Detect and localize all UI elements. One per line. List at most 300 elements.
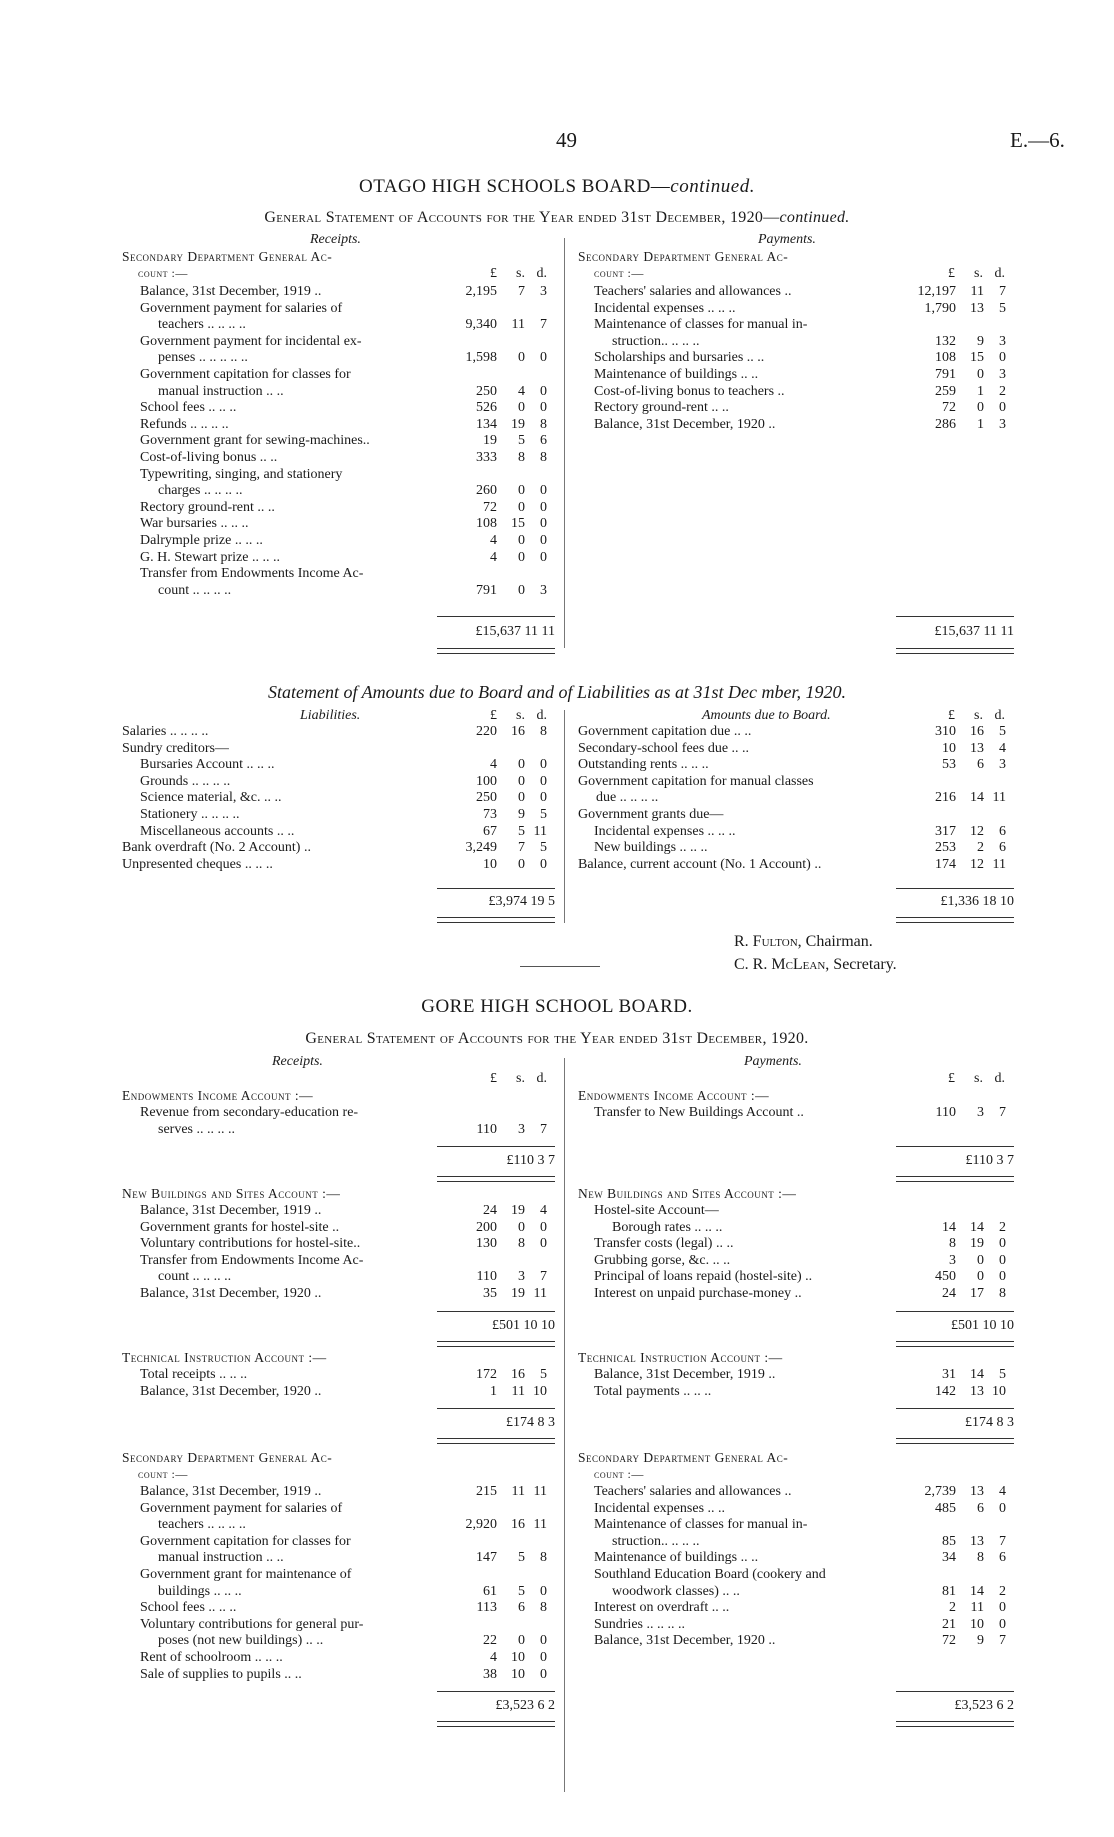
pence-value: 3 xyxy=(999,757,1006,773)
pence-value: 0 xyxy=(999,1616,1006,1632)
otago-payments-row-amount xyxy=(896,301,1006,317)
shillings-value: 10 xyxy=(970,1616,984,1632)
otago-receipts-row-label: Government payment for salaries of xyxy=(140,300,343,316)
otago-receipts-row-amount xyxy=(437,483,547,499)
gore-receipts-money-header xyxy=(437,1071,547,1087)
pence-value: 5 xyxy=(999,300,1006,316)
shillings-value: 0 xyxy=(518,549,525,565)
total-value: £1,336 18 10 xyxy=(940,894,1014,909)
pounds-value: 19 xyxy=(483,433,497,449)
gore-payments-section-heading: Technical Instruction Account :— xyxy=(578,1350,783,1365)
pence-value: 7 xyxy=(540,1269,547,1285)
pence-value: 0 xyxy=(999,1500,1006,1516)
total-rule xyxy=(896,1311,1014,1312)
total-double-rule xyxy=(437,1176,555,1182)
gore-receipts-row-label: Balance, 31st December, 1920 .. xyxy=(140,1286,322,1301)
pounds-value: 310 xyxy=(935,724,956,739)
otago-receipts-section-heading-cont: count :— xyxy=(138,266,188,280)
total-value: £15,637 11 11 xyxy=(475,624,555,639)
gore-payments-section-heading: New Buildings and Sites Account :— xyxy=(578,1186,797,1201)
pounds-heading: £ xyxy=(490,708,497,723)
liabilities-row-amount xyxy=(437,724,547,740)
amounts-due-row-label: Government grants due— xyxy=(578,807,724,822)
shillings-value: 5 xyxy=(518,1583,525,1599)
shillings-value: 5 xyxy=(518,1550,525,1566)
pence-value: 5 xyxy=(999,724,1006,739)
pence-value: 4 xyxy=(999,740,1006,756)
gore-receipts-section-heading: New Buildings and Sites Account :— xyxy=(122,1186,341,1201)
pence-value: 0 xyxy=(540,350,547,366)
pence-value: 5 xyxy=(999,1367,1006,1382)
pounds-value: 81 xyxy=(942,1583,956,1599)
signature-chairman xyxy=(734,933,873,951)
amounts-due-row-amount xyxy=(896,840,1006,856)
pence-heading: d. xyxy=(536,708,547,723)
total-rule xyxy=(437,1311,555,1312)
shillings-value: 0 xyxy=(977,367,984,382)
pounds-value: 4 xyxy=(490,533,497,548)
pounds-heading: £ xyxy=(490,1071,497,1086)
gore-receipts-row-label: Revenue from secondary-education re- xyxy=(140,1105,359,1120)
otago-receipts-row-label: teachers .. .. .. .. xyxy=(158,317,246,333)
gore-payments-row-label: Incidental expenses .. .. xyxy=(594,1500,726,1516)
amounts-due-label: Amounts due to Board. xyxy=(702,708,831,723)
gore-payments-row-amount xyxy=(896,1550,1006,1566)
pence-value: 6 xyxy=(999,840,1006,856)
gore-receipts-row-amount xyxy=(437,1667,547,1683)
shillings-value: 0 xyxy=(977,400,984,416)
otago-receipts-row-amount xyxy=(437,583,547,599)
liabilities-total xyxy=(437,894,555,910)
gore-payments-row-label: Principal of loans repaid (hostel-site) .. xyxy=(594,1269,813,1285)
gore-payments-row-label: Balance, 31st December, 1919 .. xyxy=(594,1367,776,1382)
shillings-value: 0 xyxy=(518,533,525,548)
total-rule xyxy=(896,616,1014,617)
pounds-value: 286 xyxy=(935,416,956,432)
gore-receipts-row-amount xyxy=(437,1600,547,1616)
otago-receipts-row-label: Government capitation for classes for xyxy=(140,367,351,382)
pounds-value: 31 xyxy=(942,1367,956,1382)
shillings-value: 10 xyxy=(511,1666,525,1682)
otago-payments-row-amount xyxy=(896,417,1006,433)
total-double-rule xyxy=(437,1341,555,1347)
pence-value: 5 xyxy=(540,1367,547,1382)
shillings-value: 11 xyxy=(511,1383,525,1399)
otago-payments-row-label: Balance, 31st December, 1920 .. xyxy=(594,416,776,432)
pence-value: 0 xyxy=(540,483,547,499)
shillings-value: 6 xyxy=(518,1600,525,1616)
gore-receipts-row-amount xyxy=(437,1384,547,1400)
pounds-value: 9,340 xyxy=(465,317,497,333)
gore-receipts-row-amount xyxy=(437,1203,547,1219)
otago-payments-row-amount xyxy=(896,400,1006,416)
pounds-value: 142 xyxy=(935,1383,956,1399)
pounds-value: 10 xyxy=(483,856,497,872)
pence-heading: d. xyxy=(536,266,547,281)
gore-payments-section-total: £3,523 6 2 xyxy=(954,1698,1014,1714)
gore-payments-row-amount xyxy=(896,1584,1006,1600)
pounds-value: 2 xyxy=(949,1600,956,1616)
gore-payments-row-label: Borough rates .. .. .. xyxy=(612,1219,723,1235)
gore-receipts-section-heading: Technical Instruction Account :— xyxy=(122,1350,327,1365)
shillings-value: 12 xyxy=(970,856,984,872)
shillings-value: 7 xyxy=(518,284,525,299)
otago-payments-label: Payments. xyxy=(758,232,816,247)
gore-payments-section-total: £501 10 10 xyxy=(951,1317,1014,1333)
gore-payments-row-amount xyxy=(896,1600,1006,1616)
pence-value: 8 xyxy=(999,1286,1006,1301)
pounds-value: 8 xyxy=(949,1236,956,1252)
amounts-due-row-label: Incidental expenses .. .. .. xyxy=(594,823,736,839)
gore-receipts-row-label: Government payment for salaries of xyxy=(140,1500,343,1516)
total-double-rule xyxy=(896,1341,1014,1347)
shillings-heading: s. xyxy=(974,266,983,281)
otago-receipts-row-label: War bursaries .. .. .. xyxy=(140,516,249,532)
pounds-value: 333 xyxy=(476,450,497,465)
amounts-due-row-amount xyxy=(896,790,1006,806)
gore-receipts-row-amount xyxy=(437,1367,547,1383)
pence-value: 0 xyxy=(540,1236,547,1252)
pounds-value: 132 xyxy=(935,333,956,349)
shillings-value: 16 xyxy=(970,724,984,739)
shillings-value: 0 xyxy=(518,499,525,515)
gore-receipts-section-heading: Secondary Department General Ac- xyxy=(122,1450,333,1465)
otago-title xyxy=(0,176,1114,198)
gore-receipts-row-amount xyxy=(437,1517,547,1533)
shillings-heading: s. xyxy=(516,266,525,281)
pence-value: 5 xyxy=(540,840,547,856)
shillings-heading: s. xyxy=(516,708,525,723)
gore-receipts-row-amount xyxy=(437,1220,547,1236)
due-money-header xyxy=(895,708,1005,724)
pounds-value: 3 xyxy=(949,1252,956,1268)
total-rule xyxy=(437,1408,555,1409)
gore-receipts-row-label: Balance, 31st December, 1919 .. xyxy=(140,1484,322,1499)
otago-receipts-row-amount xyxy=(437,533,547,549)
pounds-value: 253 xyxy=(935,840,956,856)
shillings-value: 1 xyxy=(977,416,984,432)
amounts-due-total xyxy=(896,894,1014,910)
shillings-value: 0 xyxy=(518,1633,525,1649)
pounds-heading: £ xyxy=(490,266,497,281)
pounds-value: 100 xyxy=(476,773,497,789)
pounds-value: 2,739 xyxy=(924,1484,956,1499)
shillings-value: 11 xyxy=(511,1484,525,1499)
pounds-value: 485 xyxy=(935,1500,956,1516)
pounds-value: 174 xyxy=(935,856,956,872)
pence-value: 6 xyxy=(540,433,547,449)
otago-receipts-row-amount xyxy=(437,516,547,532)
otago-receipts-row-label: penses .. .. .. .. .. xyxy=(158,350,248,366)
liabilities-row-label: Bursaries Account .. .. .. xyxy=(140,757,275,773)
gore-receipts-row-label: Government grants for hostel-site .. xyxy=(140,1219,340,1235)
gore-receipts-label: Receipts. xyxy=(272,1054,323,1069)
pence-value: 8 xyxy=(540,1550,547,1566)
otago-payments-row-label: Scholarships and bursaries .. .. xyxy=(594,350,765,366)
shillings-value: 14 xyxy=(970,1219,984,1235)
otago-receipts-row-label: G. H. Stewart prize .. .. .. xyxy=(140,549,280,565)
shillings-value: 8 xyxy=(518,1236,525,1252)
pounds-value: 526 xyxy=(476,400,497,416)
gore-payments-row-label: Interest on unpaid purchase-money .. xyxy=(594,1286,802,1301)
otago-receipts-row-amount xyxy=(437,284,547,300)
gore-payments-row-label: woodwork classes) .. .. xyxy=(612,1583,740,1599)
total-double-rule xyxy=(896,1176,1014,1182)
amounts-due-row-amount xyxy=(896,724,1006,740)
gore-payments-row-label: Grubbing gorse, &c. .. .. xyxy=(594,1252,731,1268)
pounds-value: 34 xyxy=(942,1550,956,1566)
pounds-value: 72 xyxy=(942,1633,956,1649)
shillings-value: 13 xyxy=(970,1383,984,1399)
total-double-rule xyxy=(896,1721,1014,1727)
gore-title: GORE HIGH SCHOOL BOARD. xyxy=(421,996,693,1017)
pence-value: 11 xyxy=(992,790,1006,806)
otago-subtitle-cont: continued. xyxy=(779,209,850,226)
otago-payments-row-label: Maintenance of classes for manual in- xyxy=(594,317,808,333)
otago-receipts-row-label: Rectory ground-rent .. .. xyxy=(140,499,275,515)
pounds-value: 2,920 xyxy=(465,1517,497,1533)
pence-value: 8 xyxy=(540,450,547,465)
liabilities-row-label: Science material, &c. .. .. xyxy=(140,790,282,806)
gore-payments-row-amount xyxy=(896,1220,1006,1236)
signatory-role: , Chairman. xyxy=(797,933,873,950)
gore-receipts-row-label: Voluntary contributions for hostel-site.. xyxy=(140,1236,361,1252)
amounts-due-row-amount xyxy=(896,741,1006,757)
total-double-rule xyxy=(437,1438,555,1444)
gore-receipts-row-label: Sale of supplies to pupils .. .. xyxy=(140,1666,302,1682)
gore-receipts-row-amount xyxy=(437,1122,547,1138)
amounts-due-row-label: due .. .. .. .. xyxy=(596,790,659,806)
gore-receipts-row-amount xyxy=(437,1484,547,1500)
otago-payments-row-amount xyxy=(896,384,1006,400)
pounds-value: 220 xyxy=(476,724,497,739)
gore-receipts-row-amount xyxy=(437,1550,547,1566)
total-rule xyxy=(437,888,555,889)
pence-value: 0 xyxy=(540,549,547,565)
gore-receipts-section-total: £3,523 6 2 xyxy=(495,1698,555,1714)
otago-payments-row-label: Maintenance of buildings .. .. xyxy=(594,367,759,382)
gore-receipts-row-label: Balance, 31st December, 1920 .. xyxy=(140,1383,322,1399)
gore-payments-row-amount xyxy=(896,1253,1006,1269)
otago-receipts-money-header xyxy=(437,266,547,282)
gore-payments-section-heading: Secondary Department General Ac- xyxy=(578,1450,789,1465)
otago-receipts-section-heading: Secondary Department General Ac- xyxy=(122,249,333,264)
gore-receipts-row-label: count .. .. .. .. xyxy=(158,1269,232,1285)
pence-value: 4 xyxy=(999,1484,1006,1499)
gore-payments-row-label: Balance, 31st December, 1920 .. xyxy=(594,1633,776,1649)
gore-receipts-row-label: serves .. .. .. .. xyxy=(158,1121,235,1137)
liabilities-row-label: Grounds .. .. .. .. xyxy=(140,773,231,789)
gore-receipts-row-label: teachers .. .. .. .. xyxy=(158,1517,246,1533)
statement-title: Statement of Amounts due to Board and of Liabilities as at 31st Dec mber, 1920. xyxy=(268,682,846,702)
pence-value: 0 xyxy=(540,1666,547,1682)
otago-receipts-row-label: charges .. .. .. .. xyxy=(158,483,243,499)
pounds-value: 61 xyxy=(483,1583,497,1599)
pence-value: 0 xyxy=(540,773,547,789)
pounds-value: 791 xyxy=(935,367,956,382)
liabilities-row-label: Stationery .. .. .. .. xyxy=(140,807,240,822)
otago-receipts-row-label: Refunds .. .. .. .. xyxy=(140,416,229,432)
shillings-value: 0 xyxy=(977,1252,984,1268)
shillings-value: 19 xyxy=(511,416,525,432)
gore-payments-row-amount xyxy=(896,1286,1006,1302)
gore-payments-row-label: Sundries .. .. .. .. xyxy=(594,1616,685,1632)
shillings-value: 14 xyxy=(970,1583,984,1599)
pence-value: 0 xyxy=(999,350,1006,366)
gore-receipts-section-total: £110 3 7 xyxy=(506,1153,555,1169)
amounts-due-row-amount xyxy=(896,857,1006,873)
pence-heading: d. xyxy=(994,266,1005,281)
pence-value: 11 xyxy=(533,1517,547,1533)
pence-value: 0 xyxy=(999,1269,1006,1285)
liabilities-row-label: Unpresented cheques .. .. .. xyxy=(122,856,273,872)
pence-value: 7 xyxy=(540,1121,547,1137)
page-number: 49 xyxy=(556,128,577,152)
pence-value: 4 xyxy=(540,1203,547,1218)
otago-receipts-row-amount xyxy=(437,350,547,366)
otago-receipts-row-label: Typewriting, singing, and stationery xyxy=(140,466,343,482)
pounds-value: 130 xyxy=(476,1236,497,1252)
liabilities-row-label: Bank overdraft (No. 2 Account) .. xyxy=(122,840,311,856)
pence-value: 0 xyxy=(540,499,547,515)
total-double-rule xyxy=(896,917,1014,923)
total-value: £3,974 19 5 xyxy=(488,894,555,909)
otago-payments-row-amount xyxy=(896,334,1006,350)
shillings-value: 11 xyxy=(970,284,984,299)
gore-receipts-row-label: Transfer from Endowments Income Ac- xyxy=(140,1252,364,1268)
gore-receipts-row-amount xyxy=(437,1650,547,1666)
otago-payments-section-heading: Secondary Department General Ac- xyxy=(578,249,789,264)
liabilities-row-amount xyxy=(437,857,547,873)
gore-receipts-row-amount xyxy=(437,1584,547,1600)
pence-value: 2 xyxy=(999,1583,1006,1599)
gore-payments-row-label: Maintenance of classes for manual in- xyxy=(594,1517,808,1533)
shillings-value: 0 xyxy=(518,582,525,598)
pounds-value: 216 xyxy=(935,790,956,806)
gore-payments-row-amount xyxy=(896,1484,1006,1500)
otago-payments-section-heading-cont: count :— xyxy=(594,266,644,280)
amounts-due-row-amount xyxy=(896,757,1006,773)
gore-subtitle: General Statement of Accounts for the Year ended 31st December, 1920. xyxy=(305,1030,809,1047)
gore-payments-row-label: Interest on overdraft .. .. xyxy=(594,1600,730,1616)
total-rule xyxy=(896,1146,1014,1147)
pence-value: 0 xyxy=(540,1219,547,1235)
pounds-value: 108 xyxy=(476,516,497,532)
otago-payments-row-label: Incidental expenses .. .. .. xyxy=(594,300,736,316)
pounds-value: 4 xyxy=(490,549,497,565)
otago-payments-row-label: Teachers' salaries and allowances .. xyxy=(594,284,792,299)
gore-receipts-row-amount xyxy=(437,1286,547,1302)
pounds-value: 147 xyxy=(476,1550,497,1566)
shillings-value: 9 xyxy=(977,333,984,349)
pounds-value: 134 xyxy=(476,416,497,432)
pounds-value: 108 xyxy=(935,350,956,366)
total-double-rule xyxy=(896,1438,1014,1444)
shillings-value: 0 xyxy=(518,350,525,366)
pounds-value: 2,195 xyxy=(465,284,497,299)
pounds-value: 35 xyxy=(483,1286,497,1301)
pence-heading: d. xyxy=(994,708,1005,723)
liabilities-money-header xyxy=(437,708,547,724)
shillings-value: 11 xyxy=(511,317,525,333)
otago-payments-row-amount xyxy=(896,367,1006,383)
total-double-rule xyxy=(437,1721,555,1727)
total-double-rule xyxy=(437,917,555,923)
gore-receipts-row-amount xyxy=(437,1633,547,1649)
otago-payments-money-header xyxy=(895,266,1005,282)
pence-value: 0 xyxy=(540,383,547,399)
shillings-value: 11 xyxy=(970,1600,984,1616)
otago-receipts-label: Receipts. xyxy=(310,232,361,247)
gore-payments-section-total: £110 3 7 xyxy=(965,1153,1014,1169)
otago-receipts-row-amount xyxy=(437,317,547,333)
otago-payments-row-label: Cost-of-living bonus to teachers .. xyxy=(594,383,785,399)
pence-value: 0 xyxy=(540,516,547,532)
pounds-value: 450 xyxy=(935,1269,956,1285)
gore-payments-section-heading-cont: count :— xyxy=(594,1467,644,1481)
shillings-heading: s. xyxy=(516,1071,525,1086)
shillings-value: 3 xyxy=(977,1105,984,1120)
pounds-value: 67 xyxy=(483,823,497,839)
shillings-value: 5 xyxy=(518,823,525,839)
shillings-value: 0 xyxy=(518,773,525,789)
otago-receipts-row-label: Balance, 31st December, 1919 .. xyxy=(140,284,322,299)
shillings-value: 0 xyxy=(977,1269,984,1285)
otago-payments-total xyxy=(896,624,1014,640)
document-reference: E.—6. xyxy=(1010,128,1065,152)
gore-receipts-row-label: poses (not new buildings) .. .. xyxy=(158,1633,324,1649)
total-rule xyxy=(437,1691,555,1692)
pence-value: 3 xyxy=(540,284,547,299)
gore-payments-row-amount xyxy=(896,1633,1006,1649)
liabilities-row-amount xyxy=(437,774,547,790)
shillings-value: 16 xyxy=(511,724,525,739)
pence-heading: d. xyxy=(536,1071,547,1086)
gore-payments-row-label: Teachers' salaries and allowances .. xyxy=(594,1484,792,1499)
pounds-value: 24 xyxy=(483,1203,497,1218)
shillings-value: 6 xyxy=(977,1500,984,1516)
pence-value: 2 xyxy=(999,383,1006,399)
shillings-value: 0 xyxy=(518,856,525,872)
column-divider xyxy=(564,1058,565,1792)
amounts-due-row-label: Government capitation due .. .. xyxy=(578,724,752,739)
shillings-value: 14 xyxy=(970,1367,984,1382)
pounds-value: 1,790 xyxy=(924,300,956,316)
gore-payments-money-header xyxy=(895,1071,1005,1087)
pounds-value: 21 xyxy=(942,1616,956,1632)
shillings-heading: s. xyxy=(974,708,983,723)
otago-subtitle-text: General Statement of Accounts for the Year ended 31st December, 1920— xyxy=(264,209,780,226)
otago-receipts-row-amount xyxy=(437,450,547,466)
otago-receipts-row-label: count .. .. .. .. xyxy=(158,582,232,598)
amounts-due-row-label: Secondary-school fees due .. .. xyxy=(578,740,750,756)
pence-value: 0 xyxy=(999,1600,1006,1616)
pounds-value: 317 xyxy=(935,823,956,839)
otago-receipts-total xyxy=(437,624,555,640)
pounds-value: 53 xyxy=(942,757,956,773)
pence-value: 0 xyxy=(540,400,547,416)
gore-receipts-section-total: £174 8 3 xyxy=(506,1415,555,1431)
shillings-value: 9 xyxy=(977,1633,984,1649)
shillings-value: 1 xyxy=(977,383,984,399)
pounds-value: 1,598 xyxy=(465,350,497,366)
total-rule xyxy=(437,616,555,617)
otago-receipts-row-label: Government payment for incidental ex- xyxy=(140,333,362,349)
pence-value: 11 xyxy=(992,856,1006,872)
gore-receipts-row-amount xyxy=(437,1269,547,1285)
shillings-value: 13 xyxy=(970,740,984,756)
otago-payments-row-amount xyxy=(896,350,1006,366)
